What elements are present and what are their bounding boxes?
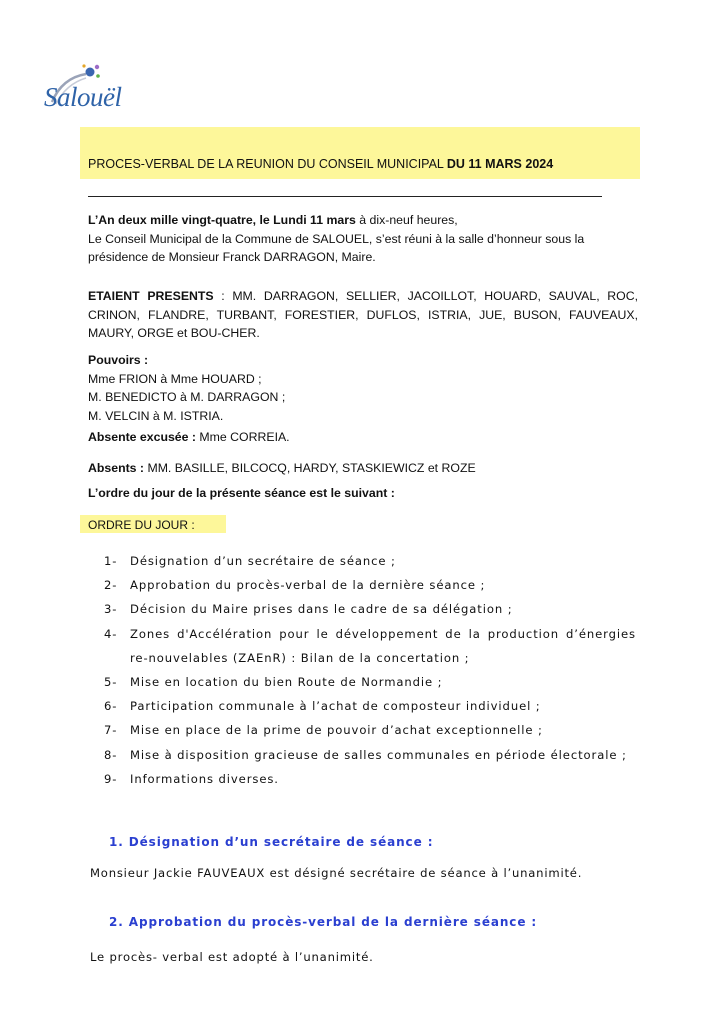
title-highlight	[80, 127, 640, 179]
agenda-num: 3-	[104, 602, 118, 617]
agenda-num: 8-	[104, 747, 118, 762]
agenda-item	[104, 718, 636, 742]
ordre-intro: L’ordre du jour de la présente séance est le suivant :	[88, 486, 395, 500]
agenda-text: Mise à disposition gracieuse de salles communales en période électorale ;	[130, 747, 627, 762]
title-underline	[88, 196, 602, 197]
agenda-item	[104, 573, 636, 597]
agenda-num: 6-	[104, 699, 118, 714]
agenda-item	[104, 549, 636, 573]
agenda-item	[104, 670, 636, 694]
agenda-num: 2-	[104, 578, 118, 593]
agenda-text: Désignation d’un secrétaire de séance ;	[130, 554, 396, 568]
absents-label: Absents :	[88, 461, 145, 475]
section-heading: 1. Désignation d’un secrétaire de séance :	[109, 835, 434, 849]
absente-label: Absente excusée :	[88, 430, 196, 444]
absente-text: Mme CORREIA.	[196, 430, 290, 444]
agenda-item	[104, 622, 636, 670]
pouvoir-item: Mme FRION à Mme HOUARD ;	[88, 371, 262, 386]
agenda-text: Mise en place de la prime de pouvoir d’achat exceptionnelle ;	[130, 723, 543, 738]
page-title	[88, 157, 553, 171]
agenda-text: Décision du Maire prises dans le cadre de sa délégation ;	[130, 602, 513, 617]
salouel-logo	[40, 62, 130, 122]
intro-date: L’An deux mille vingt-quatre, le Lundi 11 mars	[88, 213, 356, 227]
agenda-item	[104, 694, 636, 718]
logo-text: Salouël	[44, 82, 122, 112]
pouvoirs-label: Pouvoirs :	[88, 353, 149, 367]
intro-paragraph	[88, 211, 638, 267]
agenda-item	[104, 767, 636, 791]
presents-label: ETAIENT PRESENTS	[88, 289, 214, 303]
agenda-num: 4-	[104, 626, 118, 641]
agenda-text: Zones d'Accélération pour le développement de la production d’énergies re-nouvelables (ZAEnR) : Bilan de la concertation ;	[130, 626, 636, 665]
title-date: DU 11 MARS 2024	[446, 157, 554, 171]
intro-body: Le Conseil Municipal de la Commune de SALOUEL, s’est réuni à la salle d’honneur sous la présidence de Monsieur Franck DARRAGON, Maire.	[88, 231, 585, 264]
absente-line	[88, 428, 638, 447]
presents-paragraph	[88, 287, 638, 343]
agenda-text: Participation communale à l’achat de composteur individuel ;	[130, 699, 541, 714]
section-body: Le procès- verbal est adopté à l’unanimité.	[90, 950, 374, 964]
absents-line	[88, 459, 638, 478]
agenda-list	[104, 549, 636, 791]
agenda-num: 5-	[104, 675, 118, 690]
ordre-label: ORDRE DU JOUR :	[88, 518, 195, 532]
section-heading: 2. Approbation du procès-verbal de la dernière séance :	[109, 915, 538, 929]
agenda-num: 9-	[104, 771, 118, 786]
title-prefix: PROCES-VERBAL DE LA REUNION DU CONSEIL MUNICIPAL	[88, 157, 447, 171]
agenda-num: 1-	[104, 554, 118, 568]
pouvoir-item: M. VELCIN à M. ISTRIA.	[88, 408, 224, 423]
agenda-item	[104, 743, 636, 767]
pouvoirs-block	[88, 351, 638, 425]
intro-time: à dix-neuf heures,	[355, 213, 458, 227]
absents-text: MM. BASILLE, BILCOCQ, HARDY, STASKIEWICZ et ROZE	[144, 461, 476, 475]
agenda-item	[104, 597, 636, 621]
presents-list: : MM. DARRAGON, SELLIER, JACOILLOT, HOUARD, SAUVAL, ROC, CRINON, FLANDRE, TURBANT, FORESTIER, DUFLOS, ISTRIA, JUE, BUSON, FAUVEAUX, MAURY, ORGE et BOU-CHER.	[88, 289, 639, 340]
agenda-num: 7-	[104, 723, 118, 738]
agenda-text: Informations diverses.	[130, 771, 279, 786]
section-body: Monsieur Jackie FAUVEAUX est désigné secrétaire de séance à l’unanimité.	[90, 866, 583, 880]
agenda-text: Mise en location du bien Route de Normandie ;	[130, 675, 443, 690]
pouvoir-item: M. BENEDICTO à M. DARRAGON ;	[88, 390, 286, 404]
agenda-text: Approbation du procès-verbal de la dernière séance ;	[130, 578, 486, 593]
